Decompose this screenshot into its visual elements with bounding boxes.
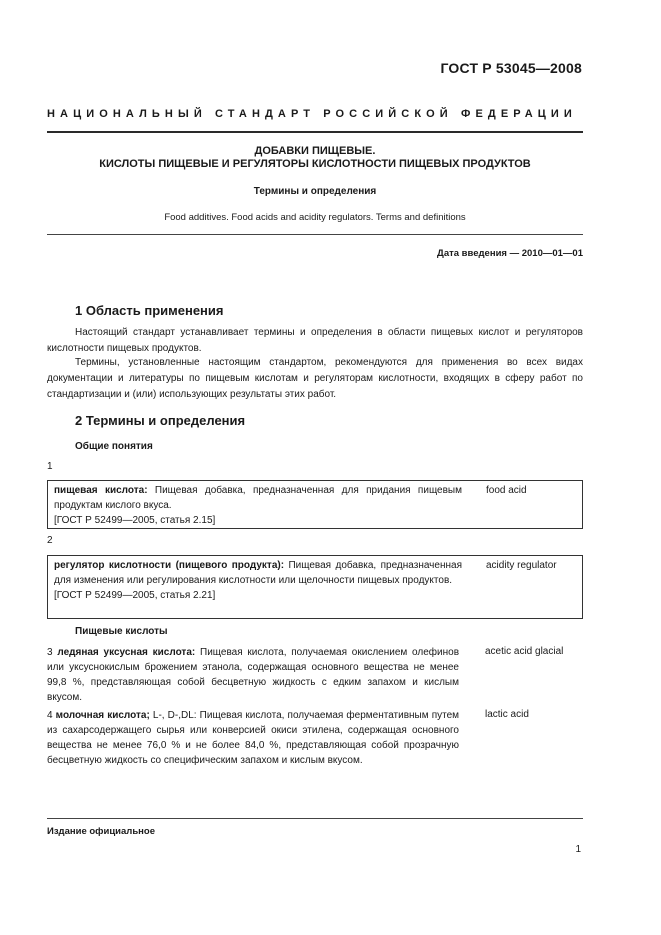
gost-number: ГОСТ Р 53045—2008 <box>440 60 582 76</box>
term-text: Пищевая кислота, получаемая ферментативным путем из сахарсодержащего сырья или конверсией окиси этилена, содержащая основного вещества не менее 76,0 % и не более 84,0 %, представляющая собой прозрачную бесцветную жидкость со специфическим запахом и кислым вкусом. <box>47 710 460 766</box>
term-english: food acid <box>486 485 527 496</box>
doc-subtitle: Термины и определения <box>253 186 377 197</box>
term-synonyms: L-, D-,DL: <box>149 710 197 721</box>
term-number: 1 <box>47 461 53 472</box>
term-text: Пищевая добавка, предназначенная для придания пищевым продуктам кислого вкуса. <box>54 485 462 511</box>
term-box <box>47 480 583 529</box>
term-number: 2 <box>47 535 53 546</box>
subhead-acids: Пищевые кислоты <box>75 626 168 637</box>
term-english: acidity regulator <box>486 560 557 571</box>
term-text: Пищевая кислота, получаемая окислением олефинов или уксуснокислым брожением этанола, содержащая основного вещества не менее 99,8 %, представляющая собой бесцветную жидкость с едким запахом и кислым вкусом. <box>47 647 460 703</box>
doc-title-line1: ДОБАВКИ ПИЩЕВЫЕ. <box>254 145 376 157</box>
term-name: молочная кислота; <box>55 710 150 721</box>
section1-para2: Термины, установленные настоящим стандартом, рекомендуются для применения во всех видах документации и литературы по пищевым кислотам и регуляторам кислотности, входящих в сферу работ по стандартизации и (или) использующих результаты этих работ. <box>47 357 583 400</box>
term-number: 4 <box>47 710 53 721</box>
page-number: 1 <box>575 844 581 855</box>
national-standard-banner: НАЦИОНАЛЬНЫЙ СТАНДАРТ РОССИЙСКОЙ ФЕДЕРАЦИИ <box>47 108 577 120</box>
term-definition <box>54 558 462 603</box>
term-entry <box>47 708 459 768</box>
term-definition <box>54 483 462 528</box>
term-english: lactic acid <box>485 709 529 720</box>
subhead-general: Общие понятия <box>75 441 153 452</box>
header-divider <box>47 131 583 133</box>
term-source: [ГОСТ Р 52499—2005, статья 2.21] <box>54 590 216 601</box>
term-number: 3 <box>47 647 53 658</box>
term-text: Пищевая добавка, предназначенная для изменения или регулирования кислотности или щелочности пищевых продуктов. <box>54 560 462 586</box>
intro-date: Дата введения — 2010—01—01 <box>437 248 583 259</box>
doc-title-english: Food additives. Food acids and acidity regulators. Terms and definitions <box>164 212 466 223</box>
title-divider <box>47 234 583 235</box>
term-entry <box>47 645 459 705</box>
term-name: ледяная уксусная кислота: <box>57 647 196 658</box>
section2-heading: 2 Термины и определения <box>75 413 246 428</box>
doc-title-line2: КИСЛОТЫ ПИЩЕВЫЕ И РЕГУЛЯТОРЫ КИСЛОТНОСТИ ПИЩЕВЫХ ПРОДУКТОВ <box>99 158 531 170</box>
term-name: пищевая кислота: <box>54 485 148 496</box>
term-box <box>47 555 583 619</box>
term-name: регулятор кислотности (пищевого продукта): <box>54 560 285 571</box>
section1-heading: 1 Область применения <box>75 303 224 318</box>
term-source: [ГОСТ Р 52499—2005, статья 2.15] <box>54 515 216 526</box>
footer-divider <box>47 818 583 819</box>
term-english: acetic acid glacial <box>485 646 564 657</box>
edition-label: Издание официальное <box>47 826 155 837</box>
section1-para1: Настоящий стандарт устанавливает термины и определения в области пищевых кислот и регуляторов кислотности пищевых продуктов. <box>47 327 583 354</box>
